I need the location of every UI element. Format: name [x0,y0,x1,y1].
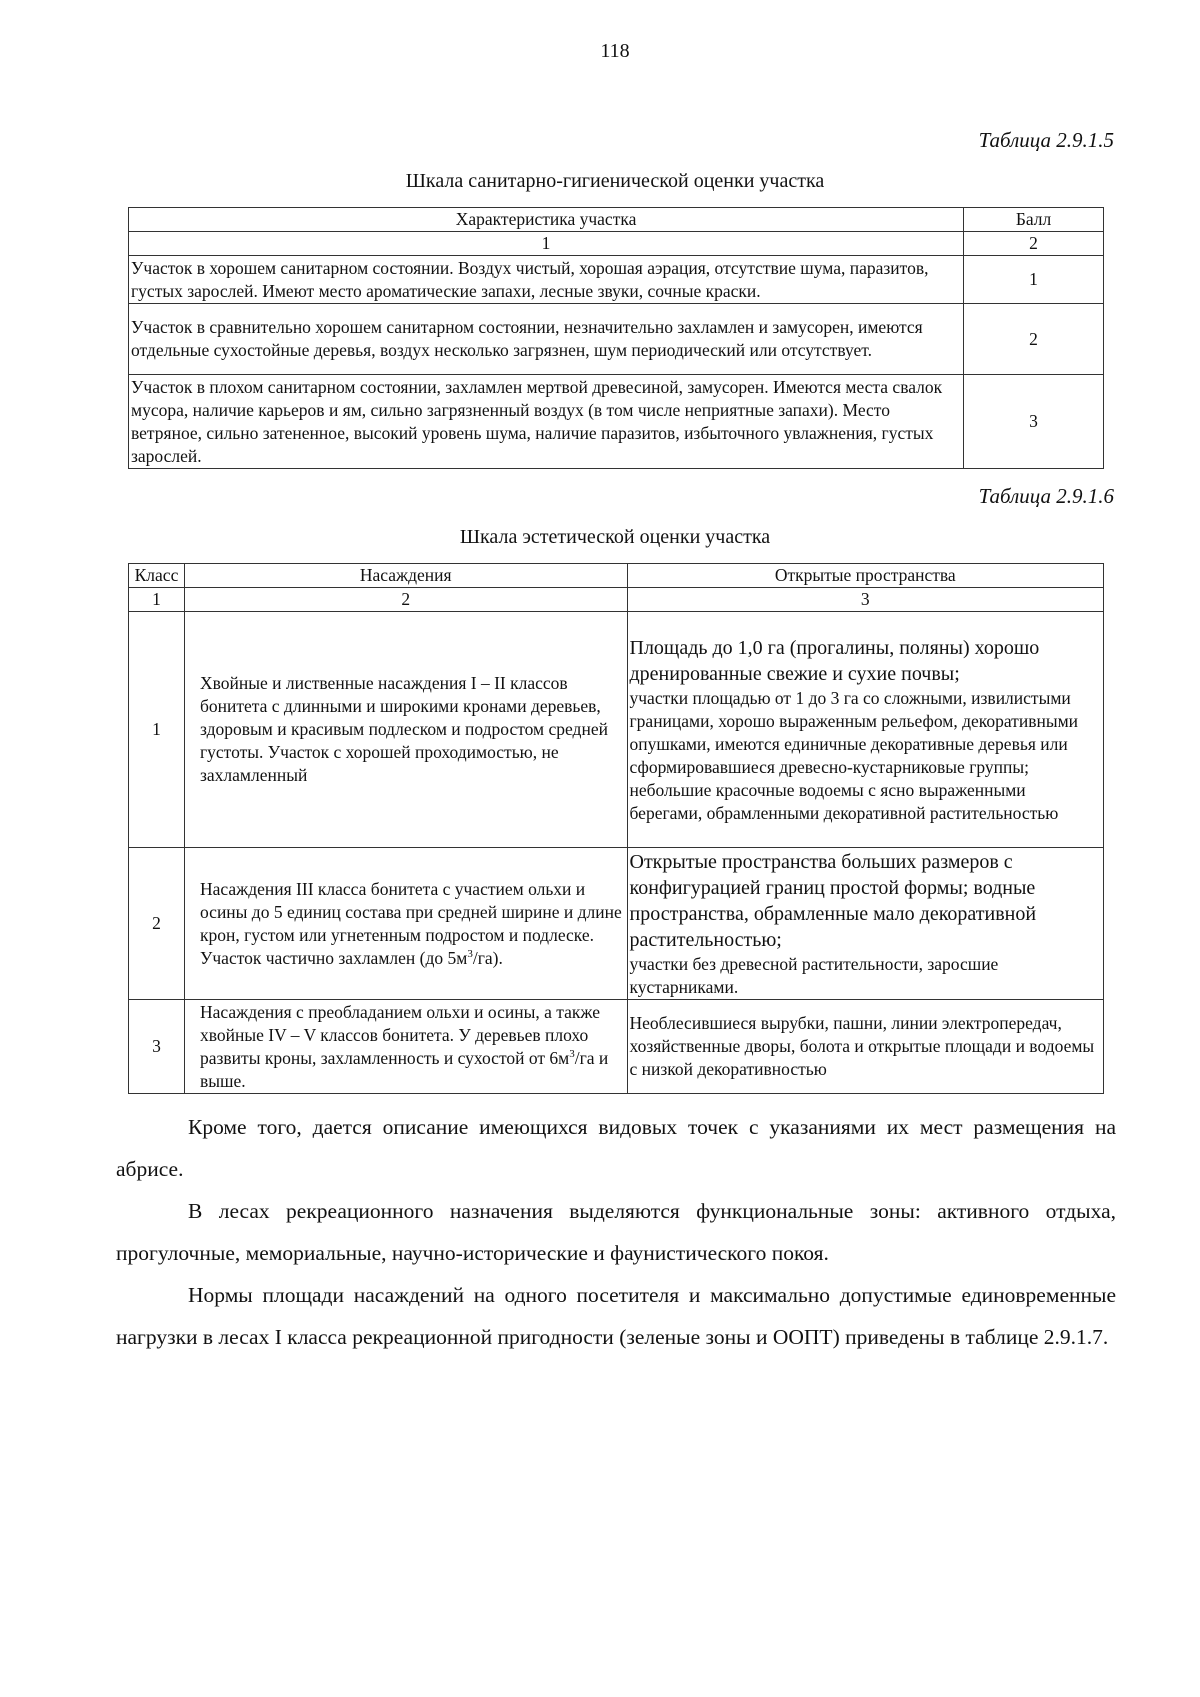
stands-cell [184,1000,627,1094]
open-spaces-cell [627,848,1104,1000]
header-score: Балл [964,208,1104,232]
open-spaces-main-text: Открытые пространства больших размеров с конфигурацией границ простой формы; водные пространства, обрамленные мало декоративной растительностью; [629,850,1037,951]
characteristic-cell: Участок в плохом санитарном состоянии, захламлен мертвой древесиной, замусорен. Имеются места свалок мусора, наличие карьеров и ям, сильно загрязненный воздух (в том числе неприятные запахи). Место ветряное, сильно затененное, высокий уровень шума, наличие паразитов, избыточного увлажнения, густых зарослей. [129,375,964,469]
class-cell: 1 [129,612,185,848]
stands-text: Насаждения III класса бонитета с участием ольхи и осины до 5 единиц состава при средней ширине и длине крон, густом или угнетенным подростом и подлеске. Участок частично захламлен (до 5м [199,878,622,968]
stands-text: Насаждения с преобладанием ольхи и осины, а также хвойные IV – V классов бонитета. У деревьев плохо развиты кроны, захламленность и сухостой от 6м [199,1001,600,1068]
table-row [129,1000,1104,1094]
column-number-row [129,588,1104,612]
column-number: 1 [129,588,185,612]
stands-cell [184,848,627,1000]
score-cell: 3 [964,375,1104,469]
open-spaces-cell [627,612,1104,848]
superscript: 3 [569,1047,575,1060]
class-cell: 3 [129,1000,185,1094]
header-class: Класс [129,564,185,588]
table-header-row [129,564,1104,588]
header-characteristic: Характеристика участка [129,208,964,232]
column-number: 1 [129,232,964,256]
stands-text-end: /га и выше. [199,1047,609,1091]
table-row [129,375,1104,469]
stands-cell: Хвойные и лиственные насаждения I – II классов бонитета с длинными и широкими кронами деревьев, здоровым и красивым подлеском и подростом средней густоты. Участок с хорошей проходимостью, не захламленный [184,612,627,848]
sanitary-score-table [128,207,1104,469]
superscript: 3 [467,947,473,960]
table-row [129,848,1104,1000]
table1-title: Шкала санитарно-гигиенической оценки участка [405,170,825,192]
column-number-row [129,232,1104,256]
page-number: 118 [600,40,630,62]
open-spaces-detail-text: Необлесившиеся вырубки, пашни, линии электропередач, хозяйственные дворы, болота и открытые площади и водоемы с низкой декоративностью [629,1013,1095,1079]
table-row [129,304,1104,375]
table-header-row [129,208,1104,232]
table-row [129,256,1104,304]
score-cell: 1 [964,256,1104,304]
header-stands: Насаждения [184,564,627,588]
column-number: 2 [184,588,627,612]
stands-text-end: /га). [472,947,503,968]
body-paragraph: В лесах рекреационного назначения выделяются функциональные зоны: активного отдыха, прогулочные, мемориальные, научно-исторические и фаунистического покоя. [116,1199,1116,1265]
body-paragraph: Нормы площади насаждений на одного посетителя и максимально допустимые единовременные нагрузки в лесах I класса рекреационной пригодности (зеленые зоны и ООПТ) приведены в таблице 2.9.1.7. [116,1283,1116,1349]
table2-title: Шкала эстетической оценки участка [459,526,771,548]
score-cell: 2 [964,304,1104,375]
column-number: 3 [627,588,1104,612]
class-cell: 2 [129,848,185,1000]
table-row [129,612,1104,848]
column-number: 2 [964,232,1104,256]
header-open-spaces: Открытые пространства [627,564,1104,588]
open-spaces-detail-text: участки без древесной растительности, заросшие кустарниками. [629,953,999,997]
open-spaces-cell [627,1000,1104,1094]
characteristic-cell: Участок в сравнительно хорошем санитарном состоянии, незначительно захламлен и замусорен, имеются отдельные сухостойные деревья, воздух несколько загрязнен, шум периодический или отсутствует. [129,304,964,375]
characteristic-cell: Участок в хорошем санитарном состоянии. Воздух чистый, хорошая аэрация, отсутствие шума, паразитов, густых зарослей. Имеют место ароматические запахи, лесные звуки, сочные краски. [129,256,964,304]
table2-caption: Таблица 2.9.1.6 [978,484,1114,508]
body-paragraph: Кроме того, дается описание имеющихся видовых точек с указаниями их мест размещения на абрисе. [116,1115,1116,1181]
table1-caption: Таблица 2.9.1.5 [978,128,1114,152]
open-spaces-main-text: Площадь до 1,0 га (прогалины, поляны) хорошо дренированные свежие и сухие почвы; [629,636,1040,685]
aesthetic-score-table [128,563,1104,1094]
open-spaces-detail-text: участки площадью от 1 до 3 га со сложными, извилистыми границами, хорошо выраженным рельефом, декоративными опушками, имеются единичные декоративные деревья или сформировавшиеся древесно-кустарниковые группы; небольшие красочные водоемы с ясно выраженными берегами, обрамленными декоративной растительностью [629,687,1079,823]
